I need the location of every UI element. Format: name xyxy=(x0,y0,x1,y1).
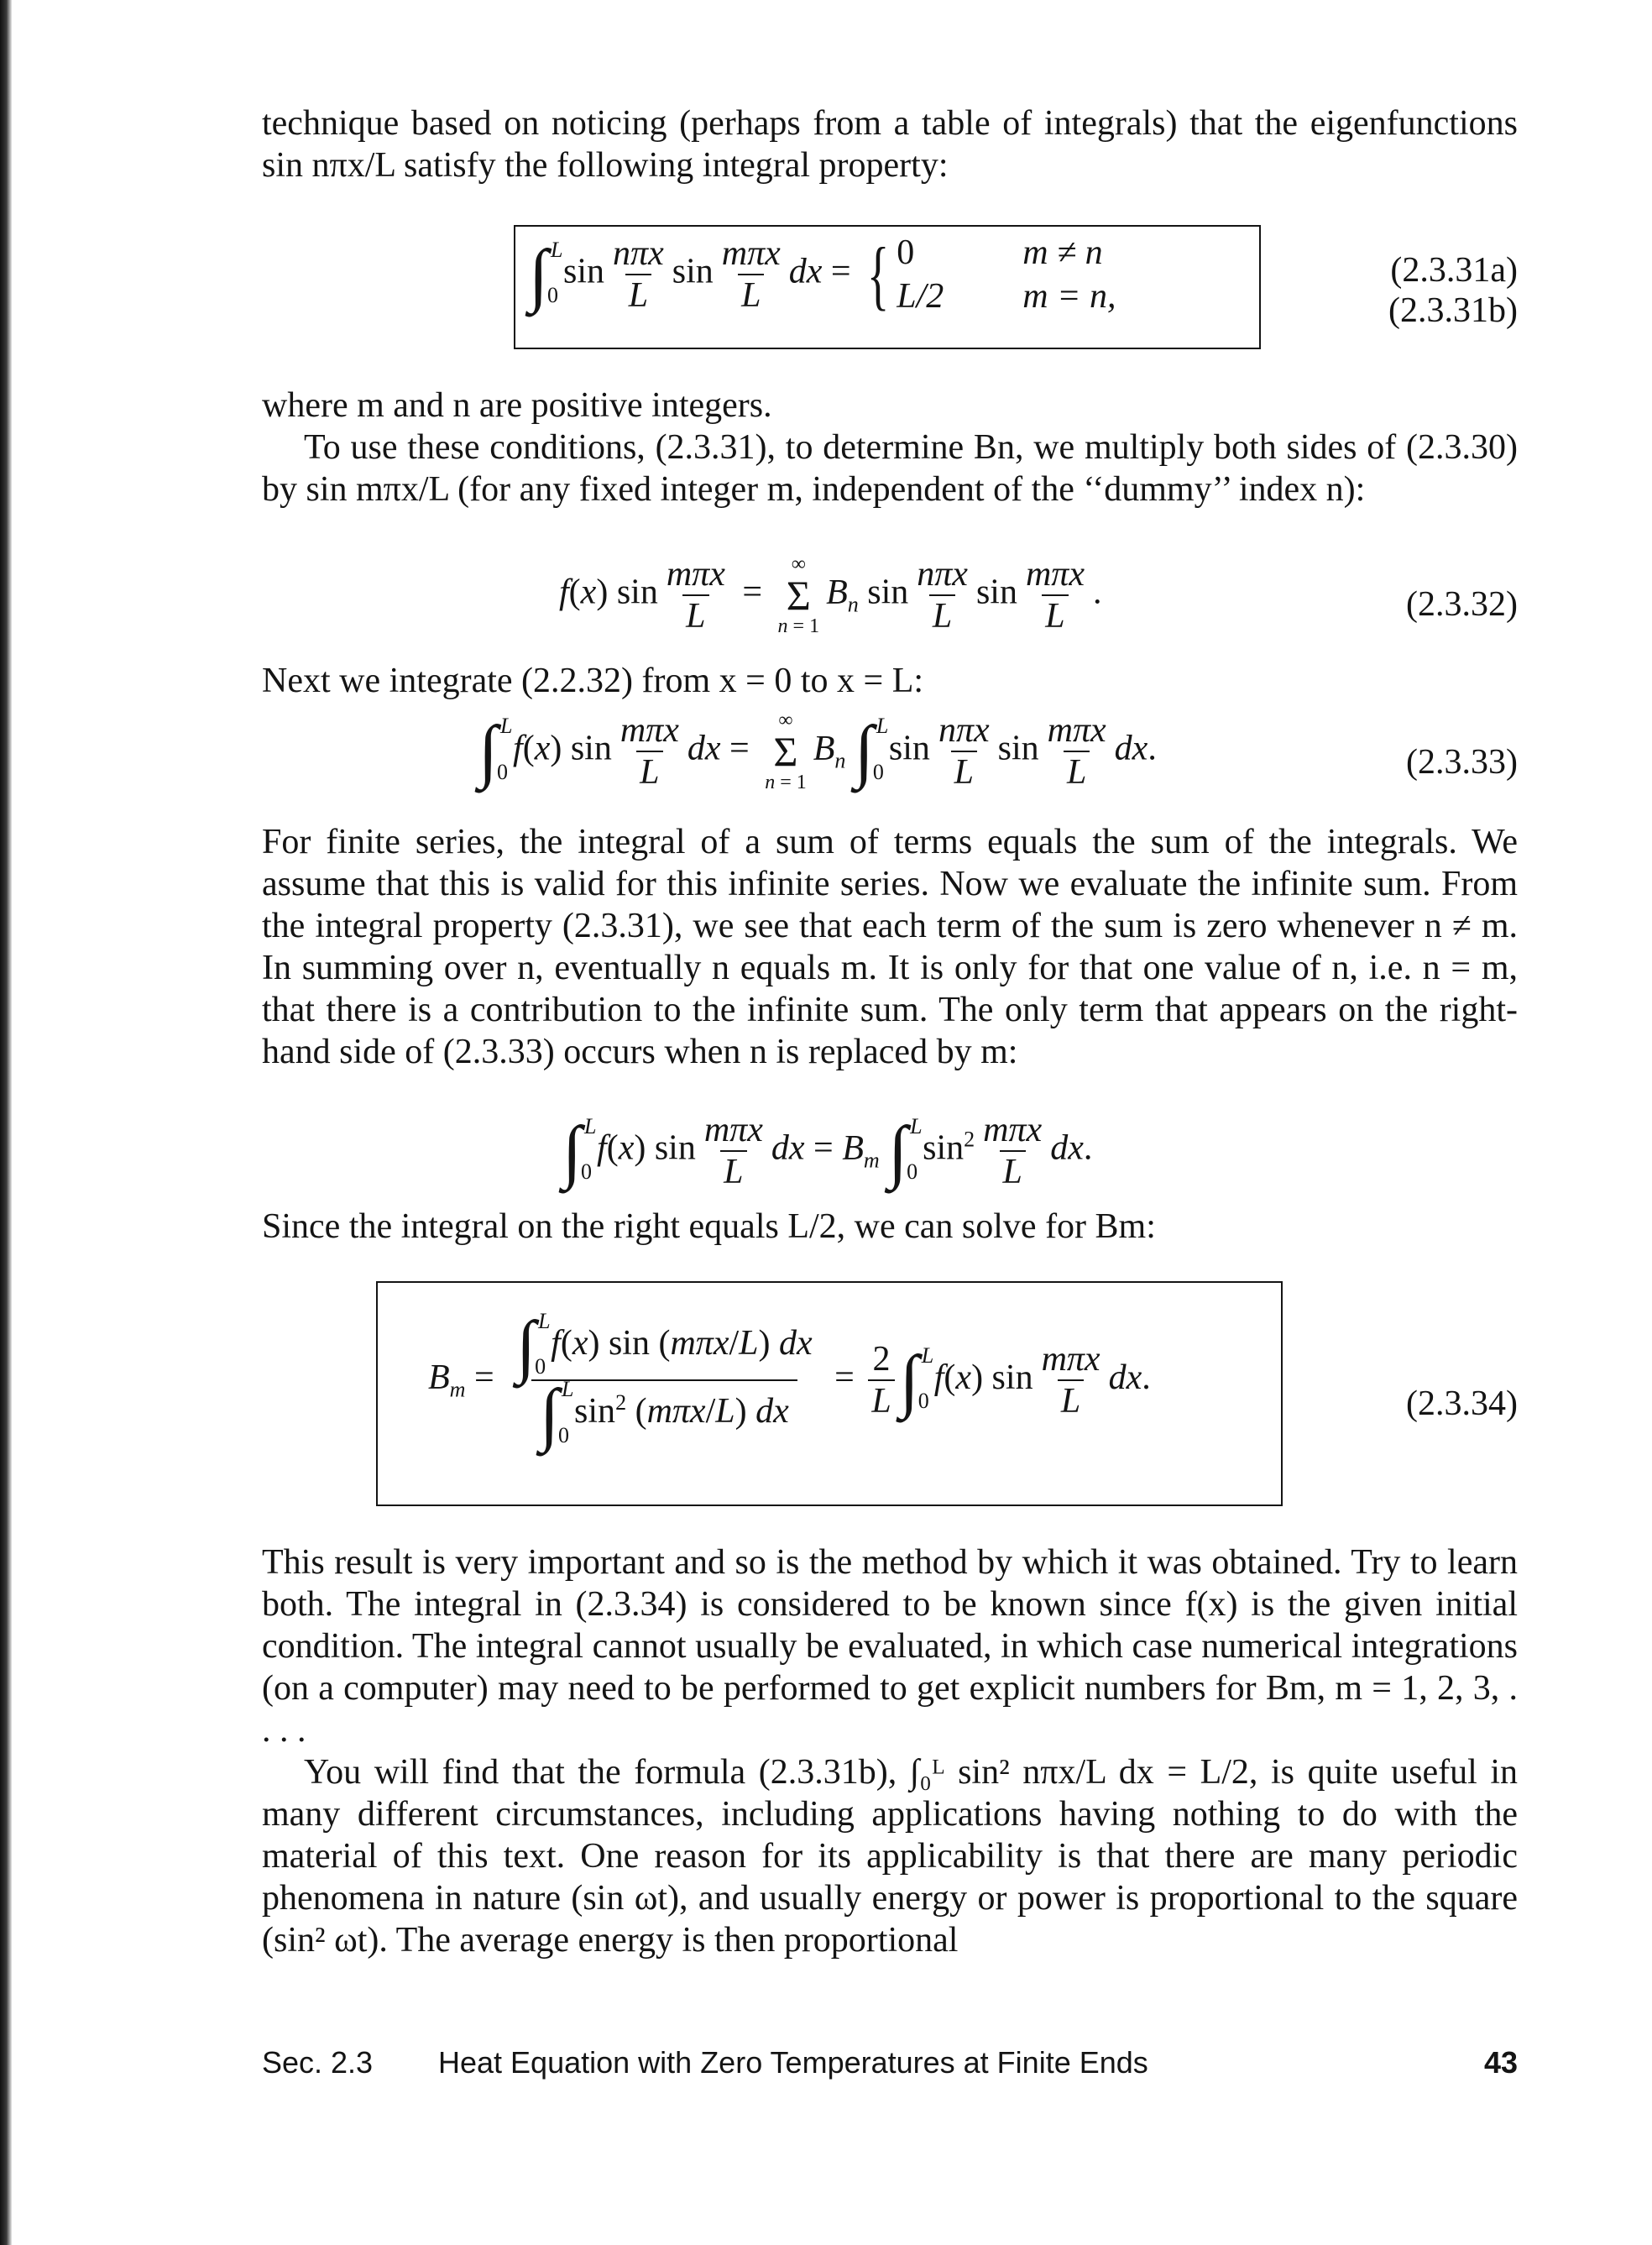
bm-fraction: ∫ L 0 f(x) sin (mπx/L) dx ∫ L 0 $\sin^2 (m\pi x/L)$ dx xyxy=(516,1307,813,1454)
integral-sign: ∫ L 0 xyxy=(562,1112,597,1191)
paragraph-result-important: This result is very important and so is the method by which it was obtained. Try to learn both. The integral in (2.3.34) is considered to be known since f(x) is the given initial condition. The integral cannot usually be evaluated, in which case numerical integrations (on a computer) may need to be performed to get explicit numbers for Bm, m = 1, 2, 3, . . . . xyxy=(262,1543,1518,1750)
page-number: 43 xyxy=(1483,2045,1518,2080)
paragraph-positive-integers: where m and n are positive integers. xyxy=(262,386,772,425)
equation-label-2331b: (2.3.31b) xyxy=(1388,291,1518,330)
equation-label-2332: (2.3.32) xyxy=(1406,585,1518,624)
paragraph-next-integrate: Next we integrate (2.2.32) from x = 0 to x = L: xyxy=(262,662,924,700)
case2-condition: m = n, xyxy=(1022,277,1116,317)
equation-2332: f(x) sin $\frac{\text{mπx}}{L}$ = ∞ Σ n = 1 $B_n$ sin $\frac{\text{nπx}}{L}$ sin $\frac{\text{mπx}}{L}$ . xyxy=(559,553,1102,637)
case1-value: 0 xyxy=(897,233,915,273)
case2-value: L/2 xyxy=(897,277,944,317)
footer-section: Sec. 2.3 xyxy=(262,2045,374,2080)
integral-sign: ∫ L 0 xyxy=(529,235,563,314)
paragraph-solve-bm: Since the integral on the right equals L/2, we can solve for Bm: xyxy=(262,1207,1156,1246)
case1-condition: m ≠ n xyxy=(1022,233,1103,273)
summation: ∞ Σ n = 1 xyxy=(777,553,820,637)
equation-2334: $B_m$ = ∫ L 0 f(x) sin (mπx/L) dx ∫ L 0 $\sin^2 (m\pi x/L)$ dx = $\frac{2}{L}$ ∫ L 0 f(x) sin $\frac{\text{mπx}}{L}$ dx. xyxy=(428,1307,1151,1454)
summation: ∞ Σ n = 1 xyxy=(765,709,807,793)
paragraph-intro: technique based on noticing (perhaps from a table of integrals) that the eigenfunctions sin nπx/L satisfy the following integral property: xyxy=(262,104,1518,185)
equation-label-2333: (2.3.33) xyxy=(1406,743,1518,782)
paragraph-finite-series: For finite series, the integral of a sum of terms equals the sum of the integrals. We assume that this is valid for this infinite series. Now we evaluate the infinite sum. From the integral property (2.3.31), we see that each term of the sum is zero whenever n ≠ m. In summing over n, eventually n equals m. It is only for that one value of n, i.e. n = m, that there is a contribution to the infinite sum. The only term that appears on the right-hand side of (2.3.33) occurs when n is replaced by m: xyxy=(262,823,1518,1071)
paragraph-conditions: To use these conditions, (2.3.31), to determine Bn, we multiply both sides of (2.3.30) by sin mπx/L (for any fixed integer m, independent of the ‘‘dummy’’ index n): xyxy=(262,428,1518,509)
integral-sign: ∫ L 0 xyxy=(888,1112,923,1191)
equation-label-2334: (2.3.34) xyxy=(1406,1384,1518,1423)
equation-2331: ∫ L 0 sin $\frac{\text{nπx}}{L}$ sin $\frac{\text{mπx}}{L}$ dx = { 0 m ≠ n L/2 m = n, xyxy=(529,235,1174,314)
integral-sign: ∫ L 0 xyxy=(854,712,889,791)
book-binding-edge xyxy=(0,0,12,2245)
equation-bm-integral: ∫ L 0 f(x) sin $\frac{\text{mπx}}{L}$ dx = $B_m$ ∫ L 0 $\sin^2$ $\frac{\text{mπx}}{L}$ dx. xyxy=(562,1111,1093,1192)
equation-2333: ∫ L 0 f(x) sin $\frac{\text{mπx}}{L}$ dx = ∞ Σ n = 1 $B_n$ ∫ L 0 sin $\frac{\text{nπx}}{L}$ sin $\frac{\text{mπx}}{L}$ dx. xyxy=(478,709,1157,793)
footer-chapter-title: Heat Equation with Zero Temperatures at Finite Ends xyxy=(438,2045,1148,2080)
paragraph-formula-useful: You will find that the formula (2.3.31b), ∫₀ᴸ sin² nπx/L dx = L/2, is quite useful in many different circumstances, including applications having nothing to do with the material of this text. One reason for its applicability is that there are many periodic phenomena in nature (sin ωt), and usually energy or power is proportional to the square (sin² ωt). The average energy is then proportional xyxy=(262,1753,1518,1960)
integral-sign: ∫ L 0 xyxy=(899,1341,934,1420)
left-brace: { xyxy=(866,232,890,318)
equation-label-2331a: (2.3.31a) xyxy=(1390,251,1518,290)
integral-sign: ∫ L 0 xyxy=(478,712,513,791)
